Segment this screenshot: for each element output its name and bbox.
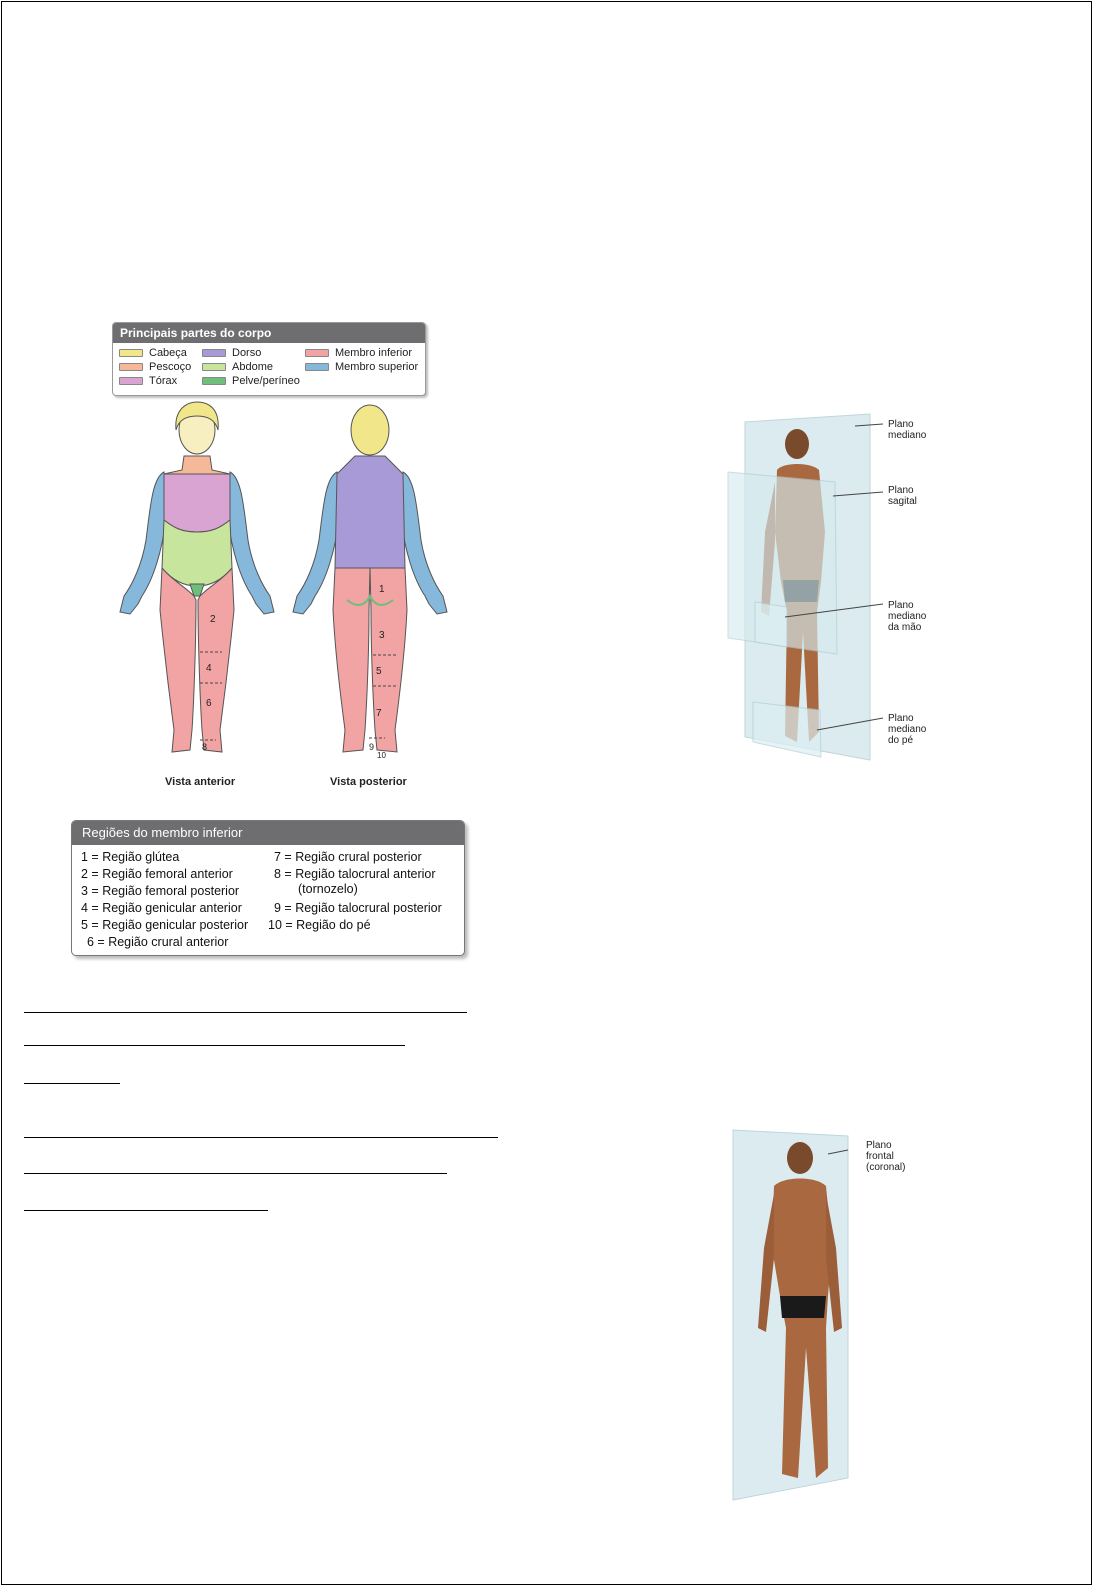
anterior-right-arm <box>228 472 274 614</box>
answer-line <box>24 1137 498 1138</box>
posterior-right-leg <box>370 568 407 752</box>
legend-label: Cabeça <box>149 347 187 359</box>
legend-title: Principais partes do corpo <box>113 323 425 343</box>
answer-line <box>24 1173 447 1174</box>
posterior-number-1: 1 <box>379 584 385 595</box>
legend-label: Tórax <box>149 375 178 387</box>
label-plano-mediano: Plano mediano <box>888 419 927 441</box>
anterior-number-6: 6 <box>206 698 212 709</box>
label-plano-mediano-mao: Plano mediano da mão <box>888 600 927 633</box>
posterior-number-10: 10 <box>377 751 386 760</box>
anterior-neck <box>164 456 230 474</box>
region-item: 10 = Região do pé <box>268 918 371 932</box>
legend-item-membro-superior <box>305 361 418 373</box>
legend-item-abdome <box>202 361 273 373</box>
legend-swatch <box>119 363 143 371</box>
legend-item-dorso <box>202 347 261 359</box>
anterior-number-8: 8 <box>202 742 208 752</box>
frontal-plane-figure <box>728 1128 888 1504</box>
answer-line <box>24 1045 405 1046</box>
anterior-left-leg <box>160 568 196 752</box>
posterior-right-arm <box>401 472 447 614</box>
anterior-right-leg <box>198 568 234 752</box>
posterior-left-arm <box>293 472 339 614</box>
posterior-figure <box>285 400 455 772</box>
legend-item-torax <box>119 375 177 387</box>
region-item: (tornozelo) <box>298 882 358 896</box>
regions-title: Regiões do membro inferior <box>72 821 464 845</box>
label-plano-mediano-pe: Plano mediano do pé <box>888 713 927 746</box>
region-item: 6 = Região crural anterior <box>87 935 229 949</box>
region-item: 2 = Região femoral anterior <box>81 867 233 881</box>
sagittal-planes-figure <box>725 412 885 762</box>
legend-item-membro-inferior <box>305 347 412 359</box>
legend-label: Membro superior <box>335 361 419 373</box>
region-item: 3 = Região femoral posterior <box>81 884 240 898</box>
region-item: 9 = Região talocrural posterior <box>274 901 442 915</box>
anterior-number-4: 4 <box>206 663 212 674</box>
label-plano-frontal: Plano frontal (coronal) <box>866 1140 906 1173</box>
posterior-number-7: 7 <box>376 708 382 719</box>
legend-item-pescoco <box>119 361 191 373</box>
legend-grid <box>113 343 425 395</box>
posterior-view-label: Vista posterior <box>330 776 407 788</box>
label-plano-sagital: Plano sagital <box>888 485 917 507</box>
legend-item-cabeca <box>119 347 187 359</box>
legend-swatch <box>202 377 226 385</box>
legend-label: Membro inferior <box>335 347 413 359</box>
posterior-back <box>335 456 405 568</box>
legend-label: Dorso <box>232 347 262 359</box>
legend-label: Pescoço <box>149 361 192 373</box>
region-item: 5 = Região genicular posterior <box>81 918 249 932</box>
body-parts-legend <box>112 322 426 396</box>
anterior-left-arm <box>120 472 166 614</box>
posterior-head <box>351 405 389 455</box>
region-item: 8 = Região talocrural anterior <box>274 867 436 881</box>
answer-line <box>24 1083 120 1084</box>
legend-label: Abdome <box>232 361 273 373</box>
anterior-figure <box>112 400 282 772</box>
region-item: 4 = Região genicular anterior <box>81 901 242 915</box>
legend-swatch <box>119 377 143 385</box>
page-border <box>1 1 1092 1585</box>
legend-swatch <box>305 349 329 357</box>
anterior-view-label: Vista anterior <box>165 776 236 788</box>
posterior-number-5: 5 <box>376 666 382 677</box>
legend-item-pelve <box>202 375 300 387</box>
anterior-thorax <box>164 474 230 532</box>
posterior-number-9: 9 <box>369 742 375 752</box>
posterior-left-leg <box>333 568 370 752</box>
legend-swatch <box>202 363 226 371</box>
lower-limb-regions-box <box>71 820 465 956</box>
anterior-number-2: 2 <box>210 614 216 625</box>
legend-swatch <box>305 363 329 371</box>
posterior-number-3: 3 <box>379 630 385 641</box>
legend-swatch <box>119 349 143 357</box>
answer-line <box>24 1012 467 1013</box>
answer-line <box>24 1210 268 1211</box>
legend-swatch <box>202 349 226 357</box>
region-item: 1 = Região glútea <box>81 850 180 864</box>
region-item: 7 = Região crural posterior <box>274 850 422 864</box>
legend-label: Pelve/períneo <box>232 375 300 387</box>
